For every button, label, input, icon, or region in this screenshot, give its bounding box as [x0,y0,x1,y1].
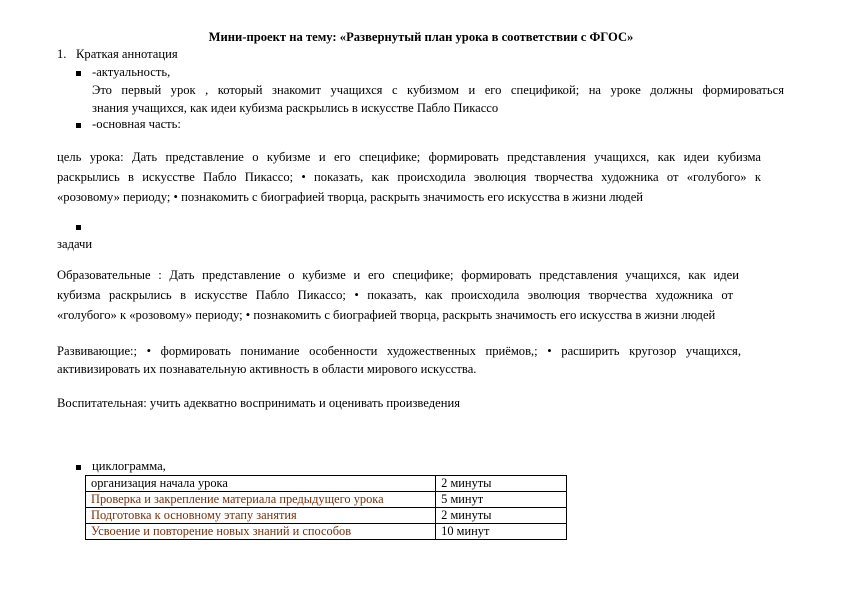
goal-line3: «розовому» периоду; • познакомить с биографией творца, раскрыть значимость его искусства в жизни людей [57,190,644,204]
actuality-text-line1: Это первый урок , который знакомит учащихся с кубизмом и его спецификой; на уроке должны формироваться [92,83,784,97]
actuality-text-line2: знания учащихся, как идеи кубизма раскрылись в искусстве Пабло Пикассо [92,101,499,115]
goal-line2: раскрылись в искусстве Пабло Пикассо; • показать, как происходила эволюция творчества художника от «голубого» к [57,170,761,184]
bullet-square-icon [76,465,81,470]
bullet-square-icon [76,123,81,128]
stage-cell: Подготовка к основному этапу занятия [86,508,436,524]
table-row [86,492,567,508]
educational-line2: кубизма раскрылись в искусстве Пабло Пикассо; • показать, как происходила эволюция творчества художника от [57,288,733,302]
educational-line1: Образовательные : Дать представление о кубизме и его специфике; формировать представления учащихся, как идеи [57,268,739,282]
cyclogram-label: циклограмма, [92,459,166,473]
developing-line2: активизировать их познавательную активность в области мирового искусства. [57,362,477,376]
actuality-label: -актуальность, [92,65,171,79]
table-row [86,524,567,540]
table-row [86,476,567,492]
stage-cell: Усвоение и повторение новых знаний и способов [86,524,436,540]
bullet-square-icon [76,225,81,230]
page-title: Мини-проект на тему: «Развернутый план урока в соответствии с ФГОС» [208,30,634,44]
section-heading: Краткая аннотация [76,47,178,61]
educational-line3: «голубого» к «розовому» периоду; • познакомить с биографией творца, раскрыть значимость его искусства в жизни людей [57,308,716,322]
table-row [86,508,567,524]
time-cell: 2 минуты [436,508,567,524]
tasks-label: задачи [57,237,93,251]
time-cell: 10 минут [436,524,567,540]
time-cell: 2 минуты [436,476,567,492]
cyclogram-table [85,475,567,540]
upbringing-text: Воспитательная: учить адекватно воспринимать и оценивать произведения [57,396,460,410]
main-part-label: -основная часть: [92,117,181,131]
section-number: 1. [57,47,67,61]
time-cell: 5 минут [436,492,567,508]
stage-cell: организация начала урока [86,476,436,492]
goal-line1: цель урока: Дать представление о кубизме и его специфике; формировать представления учащихся, как идеи кубизма [57,150,761,164]
bullet-square-icon [76,71,81,76]
developing-line1: Развивающие:; • формировать понимание особенности художественных приёмов,; • расширить кругозор учащихся, [57,344,741,358]
stage-cell: Проверка и закрепление материала предыдущего урока [86,492,436,508]
